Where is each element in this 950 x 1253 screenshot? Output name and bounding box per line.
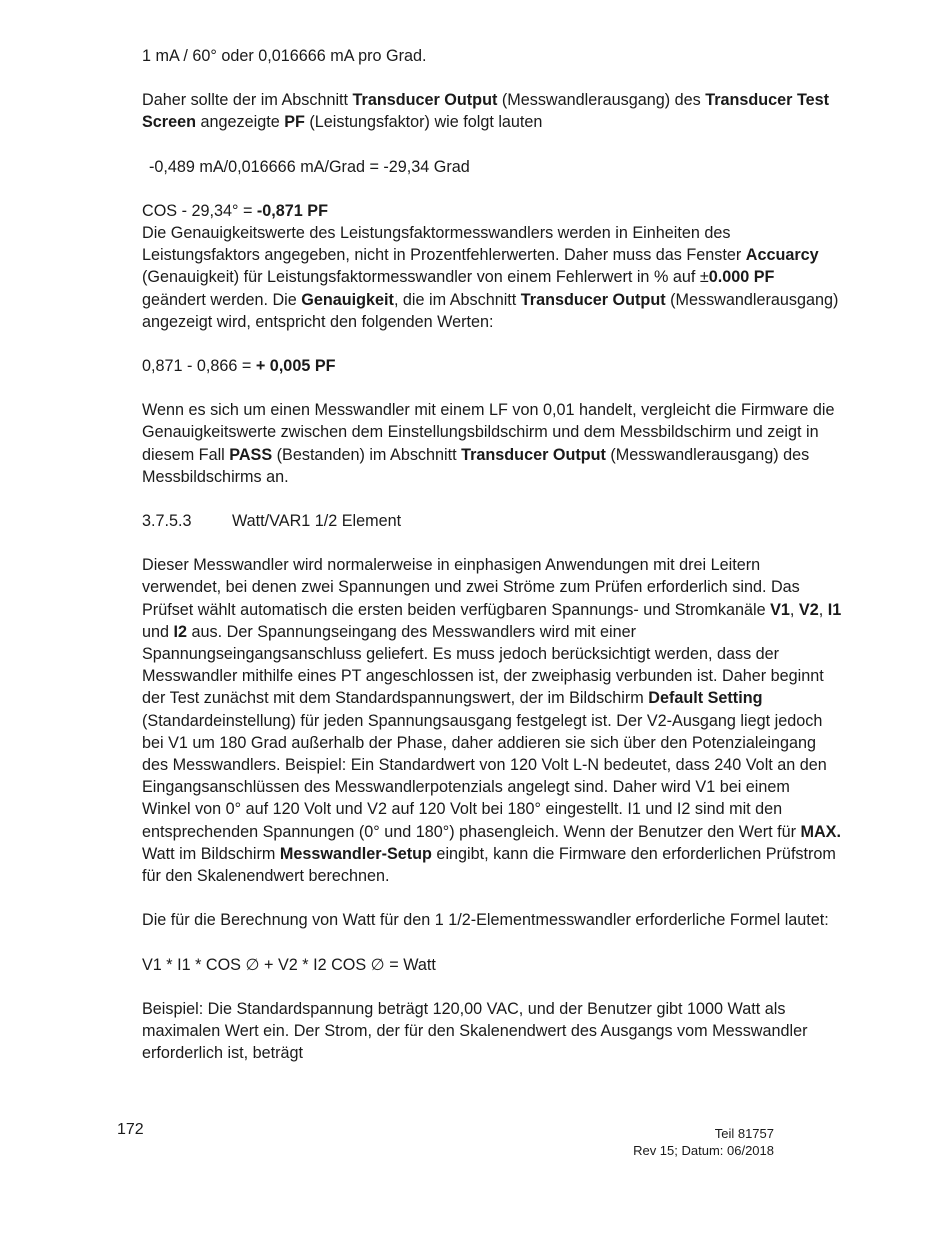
paragraph-pf: Daher sollte der im Abschnitt Transducer Output (Messwandlerausgang) des Transducer Test Screen angezeigte PF (Leistungsfaktor) wie folgt lauten	[142, 91, 830, 132]
section-title: Watt/VAR1 1/2 Element	[232, 512, 402, 531]
calc-degree-line: -0,489 mA/0,016666 mA/Grad = -29,34 Grad	[149, 157, 470, 176]
page-number: 172	[117, 1121, 144, 1138]
paragraph-example: Beispiel: Die Standardspannung beträgt 120,00 VAC, und der Benutzer gibt 1000 Watt als maximalen Wert ein. Der Strom, der für den Skalenendwert des Ausgangs vom Messwandler erforderlich ist, beträgt	[142, 999, 808, 1063]
section-number: 3.7.5.3	[142, 512, 192, 531]
paragraph-ratio: 1 mA / 60° oder 0,016666 mA pro Grad.	[142, 47, 427, 65]
paragraph-accuracy: Die Genauigkeitswerte des Leistungsfaktormesswandlers werden in Einheiten des Leistungsfaktors angegeben, nicht in Prozentfehlerwerten. Daher muss das Fenster Accuarcy (Genauigkeit) für Leistungsfaktormesswandler von einem Fehlerwert in % auf ±0.000 PF geändert werden. Die Genauigkeit, die im Abschnitt Transducer Output (Messwandlerausgang) angezeigt wird, entspricht den folgenden Werten:	[142, 224, 839, 331]
diff-line: 0,871 - 0,866 = + 0,005 PF	[142, 357, 336, 376]
document-body	[142, 45, 842, 1064]
footer-part: Teil 81757	[714, 1126, 774, 1141]
cos-line: COS - 29,34° = -0,871 PF	[142, 201, 328, 220]
paragraph-description: Dieser Messwandler wird normalerweise in einphasigen Anwendungen mit drei Leitern verwendet, bei denen zwei Spannungen und zwei Ströme zum Prüfen erforderlich sind. Das Prüfset wählt automatisch die ersten beiden verfügbaren Spannungs- und Stromkanäle V1, V2, I1 und I2 aus. Der Spannungseingang des Messwandlers wird mit einer Spannungseingangsanschluss geliefert. Es muss jedoch berücksichtigt werden, dass der Messwandler mithilfe eines PT angeschlossen ist, der zweiphasig verbunden ist. Daher beginnt der Test zunächst mit dem Standardspannungswert, der im Bildschirm Default Setting (Standardeinstellung) für jeden Spannungsausgang festgelegt ist. Der V2-Ausgang liegt jedoch bei V1 um 180 Grad außerhalb der Phase, daher addieren sie sich über den Potenzialeingang des Messwandlers. Beispiel: Ein Standardwert von 120 Volt L-N bedeutet, dass 240 Volt an den Eingangsanschlüssen des Messwandlerpotenzials angelegt sind. Daher wird V1 bei einem Winkel von 0° auf 120 Volt und V2 auf 120 Volt bei 180° eingestellt. I1 und I2 sind mit den entsprechenden Spannungen (0° und 180°) phasengleich. Wenn der Benutzer den Wert für MAX. Watt im Bildschirm Messwandler-Setup eingibt, kann die Firmware den erforderlichen Prüfstrom für den Skalenendwert berechnen.	[142, 556, 842, 886]
formula-line: V1 * I1 * COS ∅ + V2 * I2 COS ∅ = Watt	[142, 955, 436, 974]
section-heading	[142, 510, 842, 532]
paragraph-lf: Wenn es sich um einen Messwandler mit einem LF von 0,01 handelt, vergleicht die Firmware die Genauigkeitswerte zwischen dem Einstellungsbildschirm und dem Messbildschirm und zeigt in diesem Fall PASS (Bestanden) im Abschnitt Transducer Output (Messwandlerausgang) des Messbildschirms an.	[142, 401, 835, 486]
footer-revision: Rev 15; Datum: 06/2018	[633, 1143, 774, 1158]
footer-info	[633, 1125, 774, 1159]
paragraph-formula-intro: Die für die Berechnung von Watt für den 1 1/2-Elementmesswandler erforderliche Formel lautet:	[142, 911, 829, 930]
